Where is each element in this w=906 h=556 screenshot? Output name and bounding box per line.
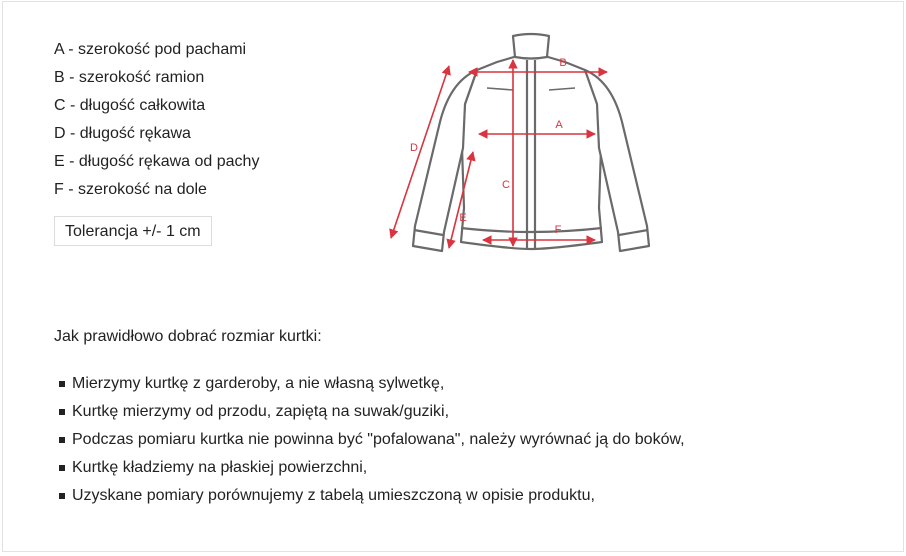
list-item: [54, 370, 685, 398]
list-item: [54, 454, 685, 482]
legend-item-d: D - długość rękawa: [54, 125, 191, 142]
bullet-icon: [59, 493, 65, 499]
bullet-icon: [59, 437, 65, 443]
bullet-icon: [59, 465, 65, 471]
list-item: [54, 426, 685, 454]
legend-item-f: F - szerokość na dole: [54, 181, 207, 198]
tip-text: Podczas pomiaru kurtka nie powinna być "pofalowana", należy wyrównać ją do boków,: [72, 431, 685, 448]
tip-text: Kurtkę mierzymy od przodu, zapiętą na suwak/guziki,: [72, 403, 450, 420]
legend-item-a: A - szerokość pod pachami: [54, 41, 247, 58]
list-item: [54, 398, 685, 426]
label-f: F: [554, 224, 562, 236]
label-e: E: [459, 212, 467, 224]
label-d: D: [410, 142, 418, 154]
jacket-measurement-diagram: [381, 30, 671, 260]
legend-item-c: C - długość całkowita: [54, 97, 206, 114]
legend-item-e: E - długość rękawa od pachy: [54, 153, 260, 170]
legend-item-b: B - szerokość ramion: [54, 69, 205, 86]
tips-list: [54, 370, 685, 510]
tip-text: Uzyskane pomiary porównujemy z tabelą umieszczoną w opisie produktu,: [72, 487, 595, 504]
tip-text: Kurtkę kładziemy na płaskiej powierzchni,: [72, 459, 368, 476]
howto-title: Jak prawidłowo dobrać rozmiar kurtki:: [54, 328, 322, 345]
size-guide: [2, 1, 904, 552]
list-item: [54, 482, 685, 510]
measurement-legend: [54, 36, 259, 204]
label-b: B: [559, 57, 567, 69]
tolerance-badge: Tolerancja +/- 1 cm: [54, 216, 212, 246]
bullet-icon: [59, 409, 65, 415]
bullet-icon: [59, 381, 65, 387]
label-a: A: [555, 119, 563, 131]
tip-text: Mierzymy kurtkę z garderoby, a nie własną sylwetkę,: [72, 375, 445, 392]
label-c: C: [502, 179, 510, 191]
